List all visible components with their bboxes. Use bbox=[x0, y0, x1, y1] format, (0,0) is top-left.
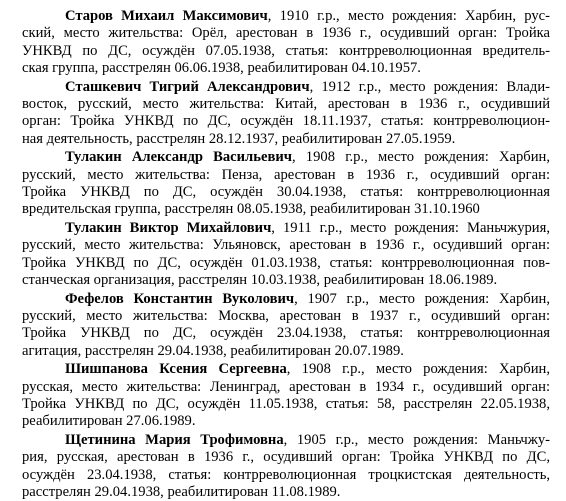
entry-text: русский, место жительства: Пенза, арестован в 1936 г., осудивший орган: bbox=[22, 166, 550, 183]
person-entry bbox=[22, 149, 554, 219]
entry-text: станческая организация, расстрелян 10.03.1938, реабилитирован 18.06.1989. bbox=[22, 272, 498, 289]
person-name: Шишпанова Ксения Сергеевна bbox=[65, 361, 287, 378]
entry-text: ная деятельность, расстрелян 28.12.1937, реабилитирован 27.05.1959. bbox=[22, 130, 456, 147]
entry-text: , 1905 г.р., место рождения: Маньчжу- bbox=[283, 431, 551, 448]
entry-text: ская группа, расстрелян 06.06.1938, реабилитирован 04.10.1957. bbox=[22, 60, 421, 77]
entry-text: орган: Тройка УНКВД по ДС, осуждён 18.11.1937, статья: контрреволюцион- bbox=[22, 113, 550, 130]
person-entry bbox=[22, 220, 554, 290]
entry-text: русский, место жительства: Москва, арестован в 1937 г., осудивший орган: bbox=[22, 307, 550, 324]
entry-text: Тройка УНКВД по ДС, осуждён 30.04.1938, статья: контрреволюционная bbox=[22, 184, 550, 201]
person-name: Тулакин Виктор Михайлович bbox=[65, 219, 272, 236]
entry-first-line bbox=[22, 291, 550, 308]
entry-text: реабилитирован 27.06.1989. bbox=[22, 413, 196, 430]
entry-text: , 1908 г.р., место рождения: Харбин, bbox=[291, 149, 550, 166]
entry-text: , 1908 г.р., место рождения: Харбин, bbox=[286, 361, 550, 378]
entry-text: , 1910 г.р., место рождения: Харбин, рус- bbox=[267, 8, 550, 24]
person-name: Сташкевич Тигрий Александрович bbox=[65, 78, 310, 95]
entry-text: Тройка УНКВД по ДС, осуждён 01.03.1938, статья: контрреволюционная пов- bbox=[22, 254, 550, 271]
entry-first-line bbox=[22, 220, 550, 237]
entry-first-line bbox=[22, 432, 550, 449]
entry-text: агитация, расстрелян 29.04.1938, реабилитирован 20.07.1989. bbox=[22, 342, 404, 359]
entry-text: рия, русская, арестован в 1936 г., осудивший орган: Тройка УНКВД по ДС, bbox=[22, 449, 550, 466]
entry-text: Тройка УНКВД по ДС, осуждён 11.05.1938, статья: 58, расстрелян 22.05.1938, bbox=[22, 395, 550, 412]
person-name: Старов Михаил Максимович bbox=[65, 8, 268, 24]
person-name: Фефелов Константин Вуколович bbox=[65, 290, 295, 307]
entry-text: , 1911 г.р., место рождения: Маньчжурия, bbox=[271, 219, 550, 236]
entry-first-line bbox=[22, 149, 550, 166]
entry-text: УНКВД по ДС, осуждён 07.05.1938, статья: контрреволюционная вредитель- bbox=[22, 42, 550, 59]
entry-text: русский, место жительства: Ульяновск, арестован в 1936 г., осудивший орган: bbox=[22, 237, 550, 254]
entry-text: , 1912 г.р., место рождения: Влади- bbox=[309, 78, 550, 95]
entry-text: осуждён 23.04.1938, статья: контрреволюционная троцкистская деятельность, bbox=[22, 466, 550, 483]
entry-text: расстрелян 29.04.1938, реабилитирован 11.08.1989. bbox=[22, 483, 341, 500]
person-name: Тулакин Александр Васильевич bbox=[65, 149, 292, 166]
entry-first-line bbox=[22, 8, 550, 25]
entry-first-line bbox=[22, 361, 550, 378]
person-name: Щетинина Мария Трофимовна bbox=[65, 431, 284, 448]
entry-text: восток, русский, место жительства: Китай, арестован в 1936 г., осудивший bbox=[22, 96, 550, 113]
entry-text: Тройка УНКВД по ДС, осуждён 23.04.1938, статья: контрреволюционная bbox=[22, 325, 550, 342]
entry-text: вредительская группа, расстрелян 08.05.1938, реабилитирован 31.10.1960 bbox=[22, 201, 480, 218]
person-entry bbox=[22, 291, 554, 361]
person-entry bbox=[22, 361, 554, 431]
entry-text: русская, место жительства: Ленинград, арестован в 1934 г., осудивший орган: bbox=[22, 378, 550, 395]
person-entry bbox=[22, 8, 554, 78]
entry-text: , 1907 г.р., место рождения: Харбин, bbox=[294, 290, 550, 307]
person-entry bbox=[22, 79, 554, 149]
person-entry bbox=[22, 432, 554, 501]
entry-first-line bbox=[22, 79, 550, 96]
entry-text: ский, место жительства: Орёл, арестован в 1936 г., осудивший орган: Тройка bbox=[22, 25, 550, 42]
